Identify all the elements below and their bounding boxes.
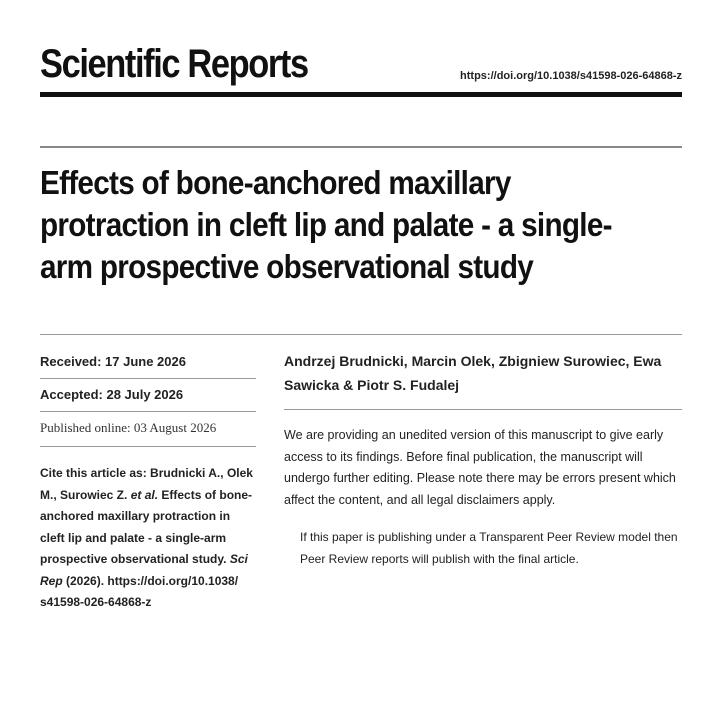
author-list: Andrzej Brudnicki, Marcin Olek, Zbigniew Surowiec, Ewa Sawicka & Piotr S. Fudalej [284, 348, 682, 410]
citation-doi: (2026). https://doi.org/10.1038/ s41598-026-64868-z [40, 573, 239, 609]
unedited-manuscript-notice: We are providing an unedited version of this manuscript to give early access to its findings. Before final publication, the manuscript will undergo further editing. Please note there may be errors present which affect the content, and all legal disclaimers apply. [284, 428, 676, 507]
citation-journal: Sci Rep [40, 552, 248, 588]
peer-review-notice: If this paper is publishing under a Transparent Peer Review model then Peer Review reports will publish with the final article. [300, 530, 678, 566]
article-info-sidebar [40, 348, 256, 614]
journal-name: Scientific Reports [40, 42, 308, 86]
citation-title: Effects of bone-anchored maxillary protraction in cleft lip and palate - a single-arm prospective observational study. [40, 487, 253, 566]
accepted-date: Accepted: 28 July 2026 [40, 379, 256, 412]
citation-block [40, 463, 256, 614]
doi-link[interactable]: https://doi.org/10.1038/s41598-026-64868-z [460, 70, 682, 82]
title-top-rule [40, 146, 682, 148]
article-main-column [284, 348, 682, 570]
article-title: Effects of bone-anchored maxillary protraction in cleft lip and palate - a single-arm prospective observational study [40, 164, 612, 285]
published-online-date: Published online: 03 August 2026 [40, 412, 256, 447]
title-bottom-rule [40, 334, 682, 335]
citation-et-al: et al. [130, 487, 159, 502]
header-rule [40, 92, 682, 97]
citation-lead: Cite this article as: Brudnicki A., Olek M., Surowiec Z. [40, 466, 253, 502]
received-date: Received: 17 June 2026 [40, 348, 256, 379]
